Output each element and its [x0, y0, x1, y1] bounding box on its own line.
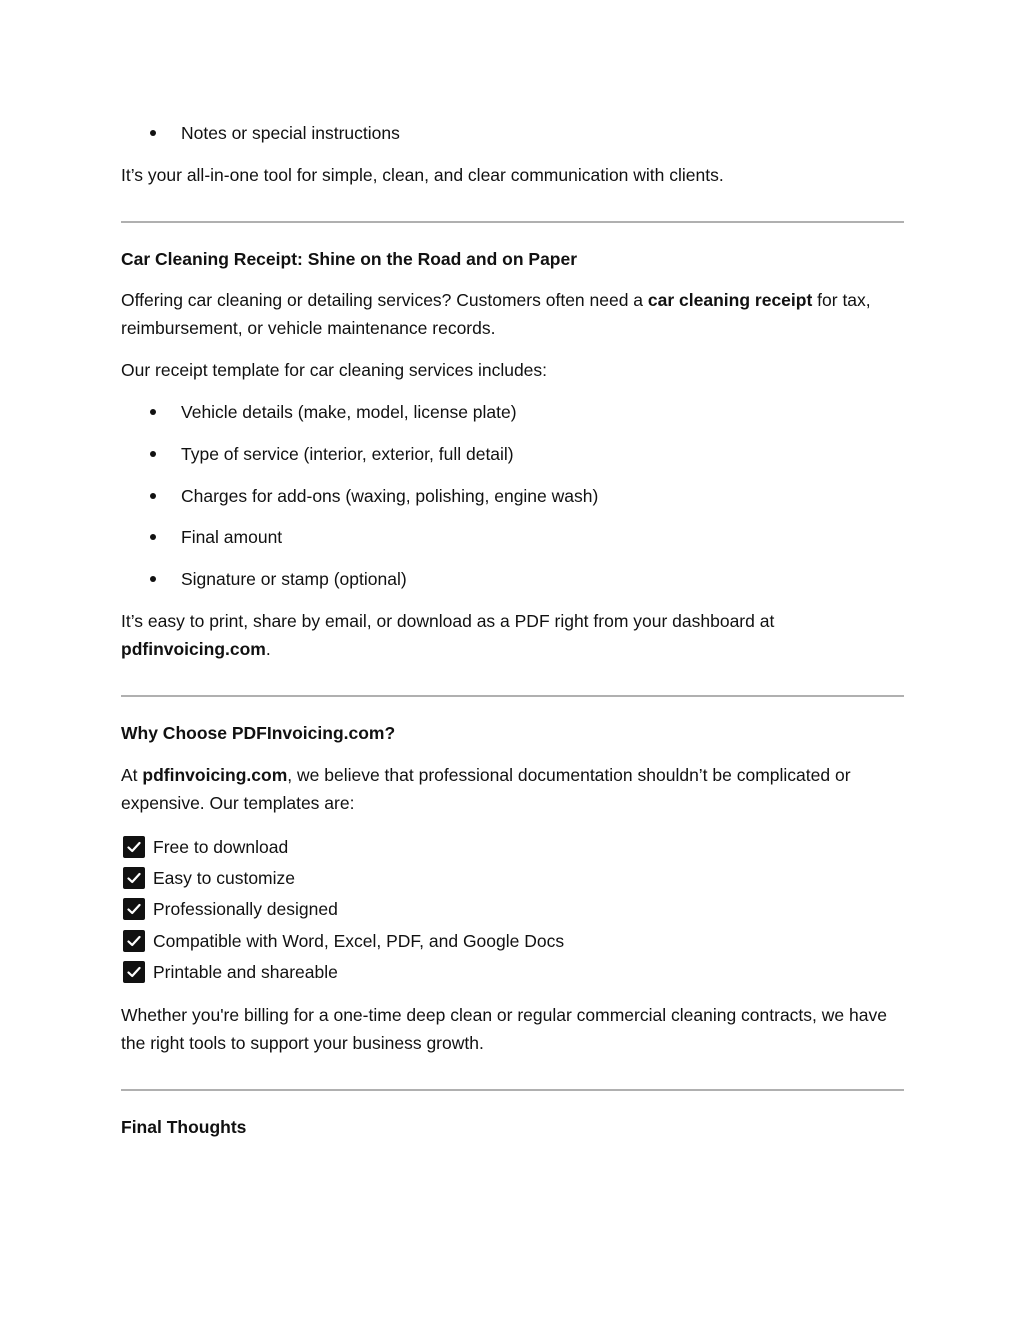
- bullet-dot: [150, 576, 156, 582]
- bullet-dot: [150, 451, 156, 457]
- list-item-text: Vehicle details (make, model, license plate): [181, 402, 517, 422]
- paragraph: Our receipt template for car cleaning services includes:: [121, 360, 548, 380]
- divider: [121, 221, 904, 223]
- list-item-text: Notes or special instructions: [181, 123, 400, 143]
- section-heading: Car Cleaning Receipt: Shine on the Road and on Paper: [121, 249, 578, 269]
- list-item-text: Type of service (interior, exterior, full detail): [181, 444, 514, 464]
- checkmark-icon: [123, 836, 145, 858]
- bold-term: pdfinvoicing.com: [142, 765, 288, 785]
- bullet-dot: [150, 493, 156, 499]
- checkmark-icon: [123, 961, 145, 983]
- bullet-dot: [150, 534, 156, 540]
- paragraph: [121, 286, 904, 342]
- paragraph-text: At: [121, 765, 143, 785]
- list-item-text: Signature or stamp (optional): [181, 569, 407, 589]
- bold-term: car cleaning receipt: [647, 290, 813, 310]
- checkmark-icon: [123, 930, 145, 952]
- paragraph-text: for tax, reimbursement, or vehicle maintenance records.: [121, 290, 871, 338]
- paragraph: [121, 761, 904, 817]
- checklist-item-text: Professionally designed: [153, 899, 338, 919]
- checkmark-icon: [123, 898, 145, 920]
- paragraph-text: , we believe that professional documentation shouldn’t be complicated or expensive. Our templates are:: [121, 765, 851, 813]
- bold-term: pdfinvoicing.com: [121, 639, 266, 659]
- intro-paragraph: It’s your all-in-one tool for simple, clean, and clear communication with clients.: [121, 165, 724, 185]
- paragraph: Whether you're billing for a one-time deep clean or regular commercial cleaning contracts, we have the right tools to support your business growth.: [121, 1005, 887, 1053]
- list-item-text: Final amount: [181, 527, 283, 547]
- checkmark-icon: [123, 867, 145, 889]
- bullet-dot: [150, 130, 156, 136]
- checklist-item-text: Compatible with Word, Excel, PDF, and Google Docs: [153, 931, 565, 951]
- paragraph-text: Offering car cleaning or detailing services? Customers often need a: [121, 290, 648, 310]
- checklist-item-text: Easy to customize: [153, 868, 295, 888]
- paragraph-text: .: [265, 639, 271, 659]
- list-item-text: Charges for add-ons (waxing, polishing, engine wash): [181, 486, 599, 506]
- checklist-item-text: Printable and shareable: [153, 962, 338, 982]
- bullet-dot: [150, 409, 156, 415]
- section-heading: Why Choose PDFInvoicing.com?: [121, 723, 396, 743]
- section-heading: Final Thoughts: [121, 1117, 247, 1137]
- paragraph: [121, 607, 904, 663]
- divider: [121, 695, 904, 697]
- paragraph-text: It’s easy to print, share by email, or download as a PDF right from your dashboard at: [121, 611, 775, 631]
- checklist-item-text: Free to download: [153, 837, 289, 857]
- divider: [121, 1089, 904, 1091]
